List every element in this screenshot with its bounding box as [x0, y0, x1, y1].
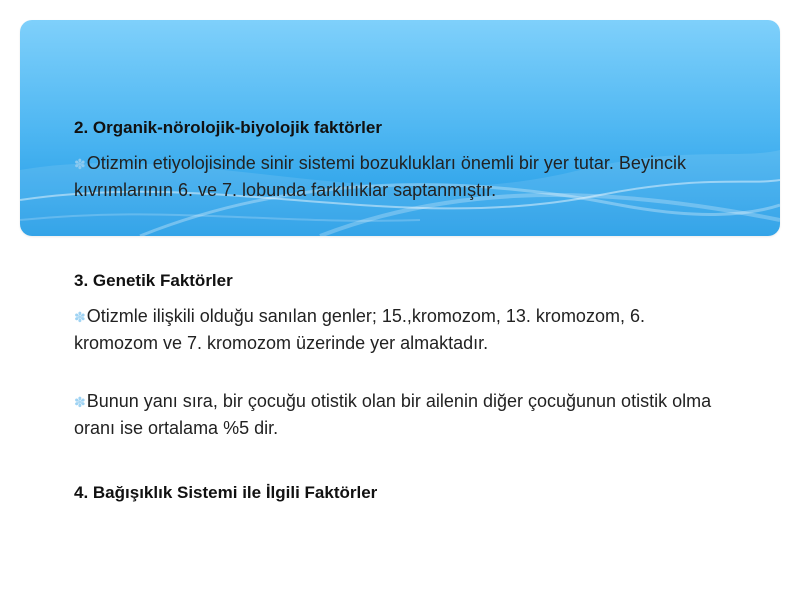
section-4-heading: 4. Bağışıklık Sistemi ile İlgili Faktörler [74, 483, 378, 502]
bullet-icon: ✽ [74, 156, 86, 172]
section-3-text-2: Bunun yanı sıra, bir çocuğu otistik olan bir ailenin diğer çocuğunun otistik olma oranı ise ortalama %5 dir. [74, 391, 712, 438]
bullet-icon: ✽ [74, 394, 86, 410]
bullet-icon: ✽ [74, 309, 86, 325]
section-3-text-1: Otizmle ilişkili olduğu sanılan genler; 15.,kromozom, 13. kromozom, 6. kromozom ve 7. kromozom üzerinde yer almaktadır. [74, 306, 645, 353]
section-2-paragraph [74, 150, 714, 203]
section-2-text: Otizmin etiyolojisinde sinir sistemi bozuklukları önemli bir yer tutar. Beyincik kıvrımlarının 6. ve 7. lobunda farklılıklar saptanmıştır. [74, 153, 686, 200]
section-3-heading: 3. Genetik Faktörler [74, 271, 233, 290]
section-3-paragraph-2 [74, 388, 714, 441]
section-2-heading: 2. Organik-nörolojik-biyolojik faktörler [74, 118, 382, 137]
section-3-paragraph-1 [74, 303, 714, 356]
